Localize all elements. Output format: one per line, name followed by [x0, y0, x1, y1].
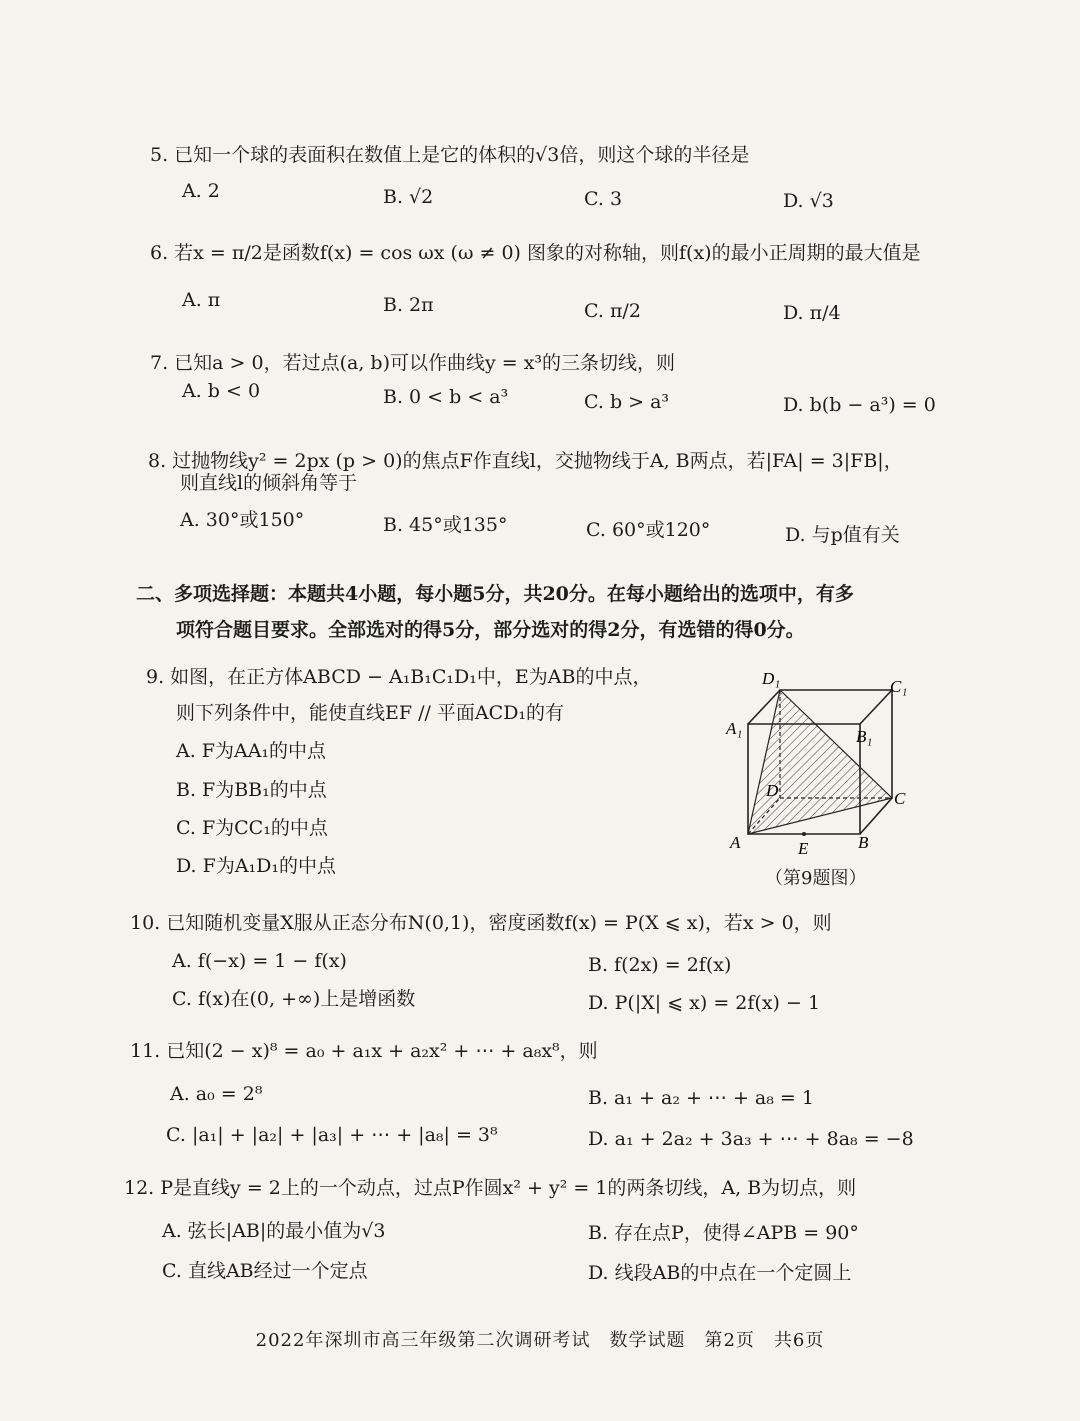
- label-d1: D₁: [762, 669, 781, 688]
- q9-option-b: B. F为BB₁的中点: [176, 779, 327, 801]
- q10-stem: 10. 已知随机变量X服从正态分布N(0,1)，密度函数f(x) = P(X ⩽ x)，若x > 0，则: [130, 912, 832, 934]
- label-b: B: [858, 833, 869, 852]
- q8-stem-line1: 8. 过抛物线y² = 2px (p > 0)的焦点F作直线l，交抛物线于A, B两点，若|FA| = 3|FB|，: [148, 450, 903, 472]
- q10-option-b: B. f(2x) = 2f(x): [588, 954, 732, 976]
- section2-heading-line1: 二、多项选择题：本题共4小题，每小题5分，共20分。在每小题给出的选项中，有多: [136, 583, 854, 605]
- plane-acd1: [748, 690, 892, 834]
- q8-option-b: B. 45°或135°: [383, 514, 508, 536]
- section2-heading-line2: 项符合题目要求。全部选对的得5分，部分选对的得2分，有选错的得0分。: [176, 619, 805, 641]
- q8-option-d: D. 与p值有关: [785, 524, 900, 546]
- label-c1: C₁: [890, 677, 908, 696]
- q8-option-a: A. 30°或150°: [180, 509, 305, 531]
- point-e: [802, 832, 806, 836]
- q6-stem: 6. 若x = π/2是函数f(x) = cos ωx (ω ≠ 0) 图象的对称轴，则f(x)的最小正周期的最大值是: [150, 242, 921, 264]
- q12-option-b: B. 存在点P，使得∠APB = 90°: [588, 1222, 859, 1244]
- q6-option-a: A. π: [182, 289, 221, 311]
- q5-option-d: D. √3: [783, 190, 834, 212]
- page-footer: 2022年深圳市高三年级第二次调研考试 数学试题 第2页 共6页: [255, 1330, 825, 1351]
- q6-option-b: B. 2π: [383, 294, 434, 316]
- q12-option-c: C. 直线AB经过一个定点: [162, 1260, 368, 1282]
- q5-stem: 5. 已知一个球的表面积在数值上是它的体积的√3倍，则这个球的半径是: [150, 144, 750, 166]
- label-e: E: [798, 839, 809, 858]
- q10-option-a: A. f(−x) = 1 − f(x): [172, 950, 347, 972]
- q6-option-c: C. π/2: [584, 300, 641, 322]
- q11-option-c: C. |a₁| + |a₂| + |a₃| + ⋯ + |a₈| = 3⁸: [166, 1124, 498, 1146]
- label-b1: B₁: [856, 727, 873, 746]
- q12-option-d: D. 线段AB的中点在一个定圆上: [588, 1262, 852, 1284]
- label-c: C: [894, 789, 906, 808]
- q12-stem: 12. P是直线y = 2上的一个动点，过点P作圆x² + y² = 1的两条切线，A, B为切点，则: [124, 1177, 857, 1199]
- q5-option-a: A. 2: [182, 180, 220, 202]
- q7-option-a: A. b < 0: [182, 380, 261, 402]
- q9-stem-line2: 则下列条件中，能使直线EF // 平面ACD₁的有: [176, 702, 565, 724]
- q11-stem: 11. 已知(2 − x)⁸ = a₀ + a₁x + a₂x² + ⋯ + a₈x⁸，则: [130, 1040, 598, 1062]
- q5-option-c: C. 3: [584, 188, 623, 210]
- q9-option-a: A. F为AA₁的中点: [176, 740, 327, 762]
- label-a: A: [730, 833, 741, 852]
- cube-figure: [722, 668, 922, 858]
- q12-option-a: A. 弦长|AB|的最小值为√3: [162, 1220, 386, 1242]
- q6-option-d: D. π/4: [783, 302, 841, 324]
- q7-option-d: D. b(b − a³) = 0: [783, 394, 936, 416]
- q11-option-b: B. a₁ + a₂ + ⋯ + a₈ = 1: [588, 1087, 814, 1109]
- q5-option-b: B. √2: [383, 186, 434, 208]
- label-d: D: [766, 781, 779, 800]
- q8-option-c: C. 60°或120°: [586, 519, 711, 541]
- q10-option-c: C. f(x)在(0, +∞)上是增函数: [172, 988, 416, 1010]
- q11-option-d: D. a₁ + 2a₂ + 3a₃ + ⋯ + 8a₈ = −8: [588, 1128, 914, 1150]
- q11-option-a: A. a₀ = 2⁸: [170, 1083, 263, 1105]
- q9-figure-caption: （第9题图）: [765, 868, 867, 889]
- q7-stem: 7. 已知a > 0，若过点(a, b)可以作曲线y = x³的三条切线，则: [150, 352, 676, 374]
- q7-option-b: B. 0 < b < a³: [383, 386, 509, 408]
- q8-stem-line2: 则直线l的倾斜角等于: [180, 472, 358, 494]
- q10-option-d: D. P(|X| ⩽ x) = 2f(x) − 1: [588, 992, 821, 1014]
- q9-option-d: D. F为A₁D₁的中点: [176, 855, 337, 877]
- q9-option-c: C. F为CC₁的中点: [176, 817, 328, 839]
- q7-option-c: C. b > a³: [584, 391, 670, 413]
- edge-b1c1: [860, 690, 892, 724]
- label-a1: A₁: [726, 719, 743, 738]
- q9-stem-line1: 9. 如图，在正方体ABCD − A₁B₁C₁D₁中，E为AB的中点，: [146, 666, 652, 688]
